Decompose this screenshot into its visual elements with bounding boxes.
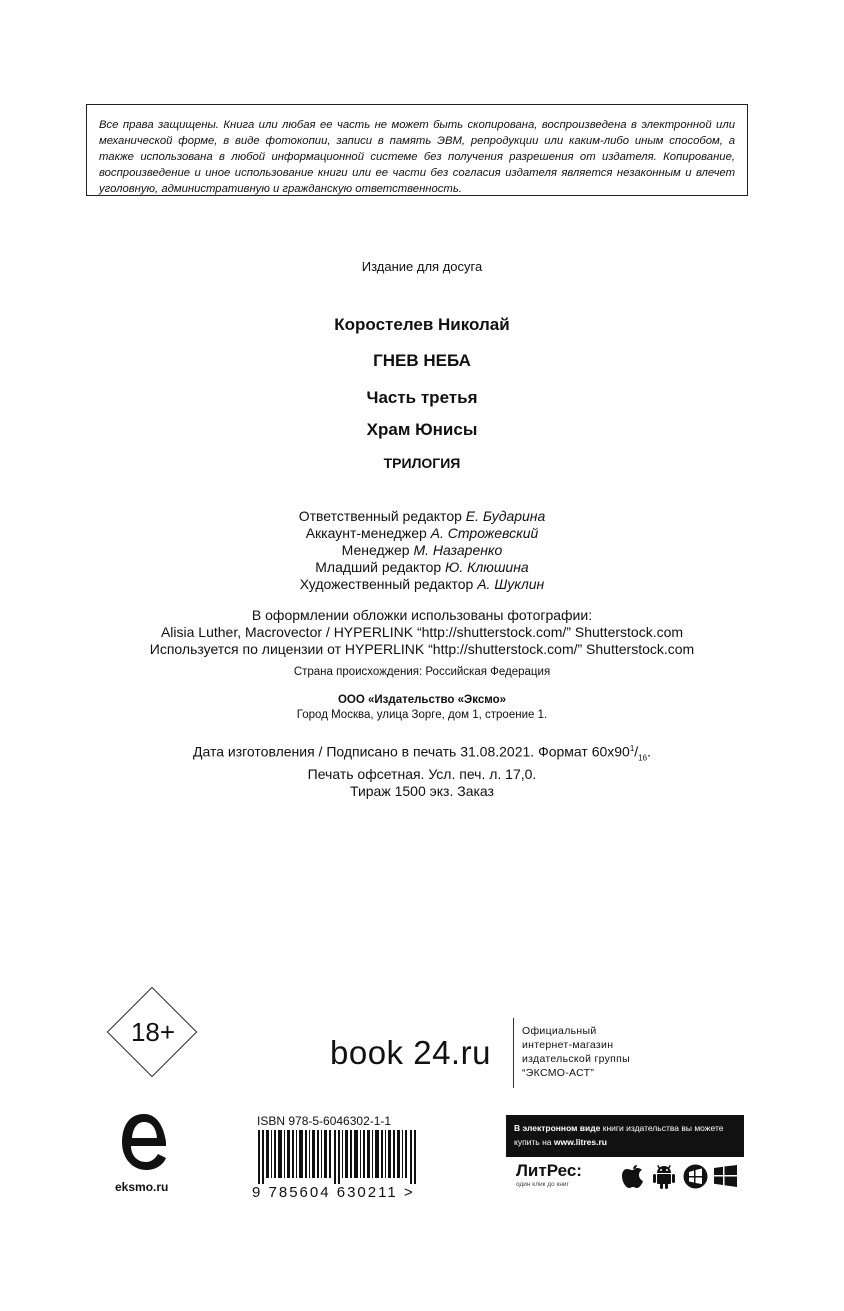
litres-banner-text: книги издательства вы можете (600, 1123, 724, 1133)
publisher-block (0, 693, 844, 723)
cover-photos-credits (0, 607, 844, 658)
print-info (0, 740, 844, 800)
print-format: Дата изготовления / Подписано в печать 31.08.2021. Формат 60х90 (193, 743, 630, 760)
credit-person: А. Строжевский (430, 525, 539, 541)
book24-desc-line: “ЭКСМО-АСТ” (522, 1067, 595, 1079)
litres-banner-url: www.litres.ru (553, 1137, 607, 1147)
book24-description (522, 1024, 630, 1080)
eksmo-logo-icon (118, 1110, 170, 1174)
credit-line (0, 508, 844, 525)
book24-desc-line: издательской группы (522, 1053, 630, 1065)
book-subtitle: Храм Юнисы (366, 420, 478, 439)
credit-person: А. Шуклин (477, 576, 545, 592)
edition-type: Издание для досуга (361, 259, 483, 274)
credit-person: М. Назаренко (413, 542, 503, 558)
litres-slogan: один клик до книг (516, 1181, 569, 1188)
format-end: . (647, 743, 651, 760)
cover-photos-line: Alisia Luther, Macrovector / HYPERLINK “http://shutterstock.com/” Shutterstock.com (160, 624, 684, 640)
credit-line (0, 525, 844, 542)
credit-role: Аккаунт-менеджер (305, 525, 427, 541)
print-info-line (0, 740, 844, 766)
copyright-notice (86, 104, 748, 196)
credit-line (0, 542, 844, 559)
print-info-line: Печать офсетная. Усл. печ. л. 17,0. (307, 766, 537, 783)
age-rating: 18+ (130, 1017, 176, 1047)
credit-role: Художественный редактор (299, 576, 474, 592)
credit-role: Младший редактор (315, 559, 442, 575)
publisher-name: ООО «Издательство «Эксмо» (337, 694, 507, 706)
cover-photos-line: В оформлении обложки использованы фотографии: (251, 607, 593, 623)
isbn-barcode-digits: 9 785604 630211 > (252, 1184, 415, 1201)
credit-person: Е. Бударина (465, 508, 546, 524)
credits-list (0, 508, 844, 593)
copyright-notice-text: Все права защищены. Книга или любая ее часть не может быть скопирована, воспроизведена в электронной или механической форме, в виде фотокопии, записи в память ЭВМ, репродукции или каким-либо иным способом, а также использована в любой информационной системе без получения разрешения от издателя. Копирование, воспроизведение и иное использование книги или ее части без согласия издателя является незаконным и влечет уголовную, административную и гражданскую ответственность. (99, 119, 735, 195)
book24-desc-line: Официальный (522, 1025, 597, 1037)
book-title: ГНЕВ НЕБА (373, 351, 471, 370)
publisher-address: Город Москва, улица Зорге, дом 1, строение 1. (296, 709, 548, 721)
android-icon (652, 1163, 676, 1189)
format-sup: 1 (629, 744, 635, 753)
credit-role: Ответственный редактор (298, 508, 462, 524)
apple-icon (622, 1163, 644, 1189)
print-info-line: Тираж 1500 экз. Заказ (350, 783, 494, 800)
litres-banner-line (514, 1135, 736, 1149)
litres-banner-line (514, 1121, 736, 1135)
eksmo-site: eksmo.ru (115, 1180, 169, 1194)
litres-banner-bold: В электронном виде (514, 1123, 601, 1133)
book24-divider (513, 1018, 514, 1088)
credit-line (0, 559, 844, 576)
isbn-label: ISBN 978-5-6046302-1-1 (257, 1114, 392, 1128)
book-part: Часть третья (366, 388, 478, 407)
book-series: ТРИЛОГИЯ (383, 455, 461, 471)
cover-photos-line: Используется по лицензии от HYPERLINK “http://shutterstock.com/” Shutterstock.com (149, 641, 695, 657)
litres-logo: ЛитРес: (516, 1161, 582, 1180)
litres-banner (506, 1115, 744, 1157)
format-slash: / (634, 743, 639, 760)
credit-role: Менеджер (341, 542, 410, 558)
author-name: Коростелев Николай (334, 315, 510, 334)
credit-line (0, 576, 844, 593)
windows-phone-icon (683, 1164, 708, 1189)
format-sub: 16 (638, 753, 648, 763)
book24-logo: book 24.ru (330, 1034, 491, 1071)
book24-desc-line: интернет-магазин (522, 1039, 614, 1051)
litres-banner-text: купить на (514, 1137, 554, 1147)
windows-icon (714, 1165, 737, 1187)
credit-person: Ю. Клюшина (445, 559, 529, 575)
country-of-origin: Страна происхождения: Российская Федерация (293, 666, 551, 678)
isbn-barcode-icon (258, 1130, 416, 1184)
